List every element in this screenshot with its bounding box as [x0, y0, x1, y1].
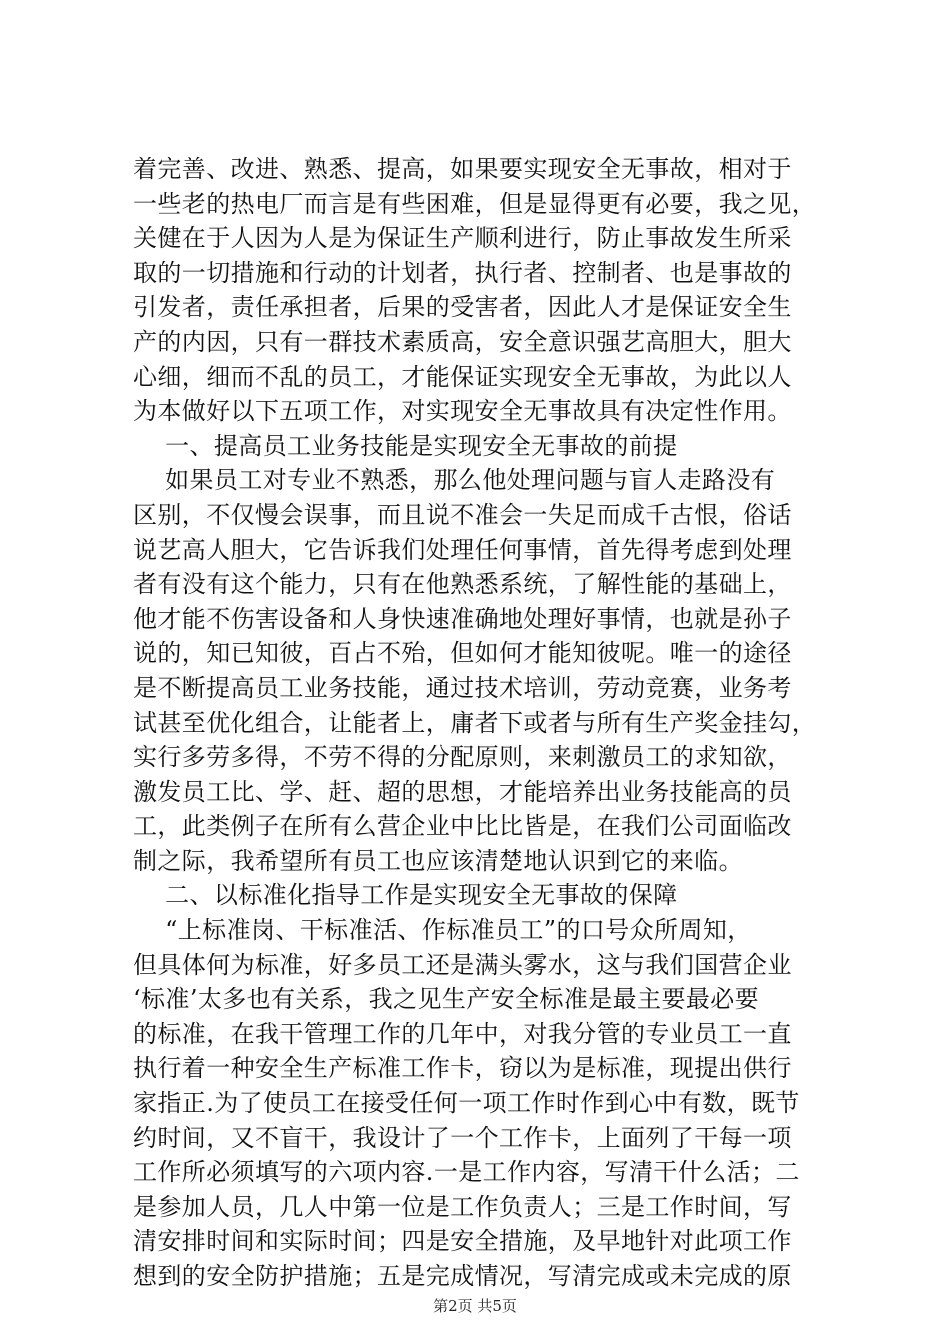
text-line: 清安排时间和实际时间；四是安全措施，及早地针对此项工作 — [133, 1227, 792, 1256]
text-line: 但具体何为标准，好多员工还是满头雾水，这与我们国营企业 — [133, 950, 792, 979]
text-line: 一、提高员工业务技能是实现安全无事故的前提 — [133, 431, 678, 460]
text-line: 如果员工对专业不熟悉，那么他处理问题与盲人走路没有 — [133, 466, 776, 495]
text-line: 二、以标准化指导工作是实现安全无事故的保障 — [133, 881, 678, 910]
text-line: 制之际，我希望所有员工也应该清楚地认识到它的来临。 — [133, 846, 743, 875]
text-line: 试甚至优化组合，让能者上，庸者下或者与所有生产奖金挂勾， — [133, 708, 817, 737]
text-line: 是不断提高员工业务技能，通过技术培训，劳动竞赛，业务考 — [133, 673, 792, 702]
text-line: 说的，知已知彼，百占不殆，但如何才能知彼呢。唯一的途径 — [133, 639, 792, 668]
text-line: 工，此类例子在所有么营企业中比比皆是，在我们公司面临改 — [133, 812, 792, 841]
text-line: 着完善、改进、熟悉、提高，如果要实现安全无事故，相对于 — [133, 155, 792, 183]
page-footer: 第2页 共5页 — [433, 1297, 517, 1315]
text-line: 家指正.为了使员工在接受任何一项工作时作到心中有数，既节 — [133, 1089, 800, 1118]
text-line: 产的内因，只有一群技术素质高，安全意识强艺高胆大，胆大 — [133, 327, 792, 356]
text-line: 的标准，在我干管理工作的几年中，对我分管的专业员工一直 — [133, 1019, 792, 1048]
text-line: 心细，细而不乱的员工，才能保证实现安全无事故，为此以人 — [133, 362, 792, 391]
text-line: 实行多劳多得，不劳不得的分配原则，来刺激员工的求知欲， — [133, 743, 792, 772]
text-line: 工作所必须填写的六项内容.一是工作内容，写清干什么活；二 — [133, 1158, 800, 1187]
text-line: 者有没有这个能力，只有在他熟悉系统，了解性能的基础上， — [133, 570, 792, 599]
document-body — [133, 152, 833, 1294]
text-line: 执行着一种安全生产标准工作卡，窃以为是标准，现提出供行 — [133, 1054, 792, 1083]
text-line: 取的一切措施和行动的计划者，执行者、控制者、也是事故的 — [133, 258, 792, 287]
text-line: 激发员工比、学、赶、超的思想，才能培养出业务技能高的员 — [133, 777, 792, 806]
text-line: 一些老的热电厂而言是有些困难，但是显得更有必要，我之见， — [133, 189, 817, 218]
text-line: 引发者，责任承担者，后果的受害者，因此人才是保证安全生 — [133, 293, 792, 322]
text-line: 想到的安全防护措施；五是完成情况，写清完成或未完成的原 — [133, 1262, 792, 1290]
text-line: “上标准岗、干标准活、作标准员工”的口号众所周知， — [133, 916, 752, 945]
text-line: 是参加人员，几人中第一位是工作负责人；三是工作时间，写 — [133, 1192, 792, 1221]
text-line: ‘标准’太多也有关系，我之见生产安全标准是最主要最必要 — [133, 985, 760, 1014]
text-line: 约时间，又不盲干，我设计了一个工作卡，上面列了干每一项 — [133, 1123, 792, 1152]
text-line: 区别，不仅慢会误事，而且说不准会一失足而成千古恨，俗话 — [133, 500, 792, 529]
text-line: 说艺高人胆大，它告诉我们处理任何事情，首先得考虑到处理 — [133, 535, 792, 564]
text-line: 关健在于人因为人是为保证生产顺利进行，防止事故发生所采 — [133, 224, 792, 253]
text-line: 他才能不伤害设备和人身快速准确地处理好事情，也就是孙子 — [133, 604, 792, 633]
text-line: 为本做好以下五项工作，对实现安全无事故具有决定性作用。 — [133, 397, 792, 426]
